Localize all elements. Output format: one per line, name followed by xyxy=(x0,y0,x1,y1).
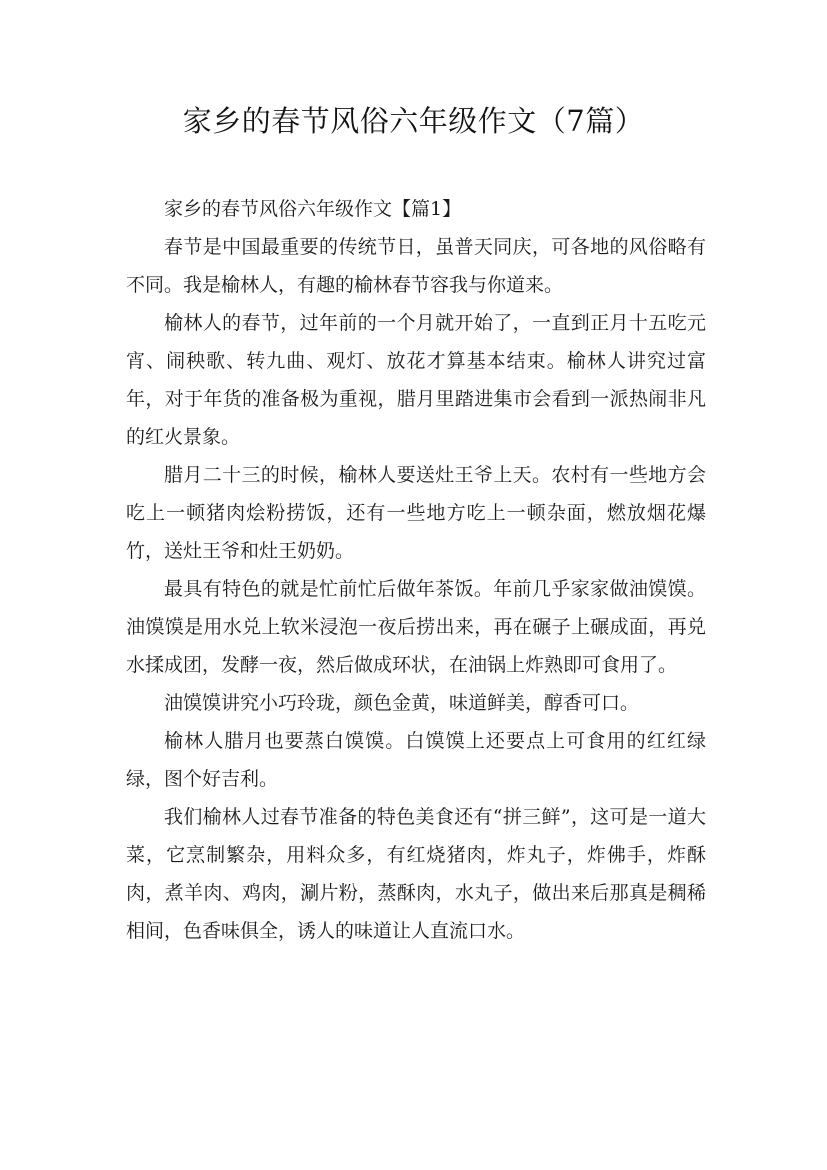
paragraph: 春节是中国最重要的传统节日，虽普天同庆，可各地的风俗略有不同。我是榆林人，有趣的榆林春节容我与你道来。 xyxy=(126,236,706,296)
paragraph: 腊月二十三的时候，榆林人要送灶王爷上天。农村有一些地方会吃上一顿猪肉烩粉捞饭，还有一些地方吃上一顿杂面，燃放烟花爆竹，送灶王爷和灶王奶奶。 xyxy=(126,464,706,562)
paragraph: 榆林人的春节，过年前的一个月就开始了，一直到正月十五吃元宵、闹秧歌、转九曲、观灯、放花才算基本结束。榆林人讲究过富年，对于年货的准备极为重视，腊月里踏进集市会看到一派热闹非凡的红火景象。 xyxy=(126,312,706,448)
paragraph: 榆林人腊月也要蒸白馍馍。白馍馍上还要点上可食用的红红绿绿，图个好吉利。 xyxy=(126,730,706,790)
paragraph: 我们榆林人过春节准备的特色美食还有“拼三鲜”，这可是一道大菜，它烹制繁杂，用料众多，有红烧猪肉，炸丸子，炸佛手，炸酥肉，煮羊肉、鸡肉，涮片粉，蒸酥肉，水丸子，做出来后那真是稠稀相间，色香味俱全，诱人的味道让人直流口水。 xyxy=(126,806,706,942)
paragraph: 油馍馍讲究小巧玲珑，颜色金黄，味道鲜美，醇香可口。 xyxy=(164,692,640,714)
section-heading: 家乡的春节风俗六年级作文【篇1】 xyxy=(164,198,462,220)
document-body xyxy=(126,190,706,950)
document-title: 家乡的春节风俗六年级作文（7篇） xyxy=(182,104,645,138)
paragraph: 最具有特色的就是忙前忙后做年茶饭。年前几乎家家做油馍馍。油馍馍是用水兑上软米浸泡一夜后捞出来，再在碾子上碾成面，再兑水揉成团，发酵一夜，然后做成环状，在油锅上炸熟即可食用了。 xyxy=(126,578,706,676)
